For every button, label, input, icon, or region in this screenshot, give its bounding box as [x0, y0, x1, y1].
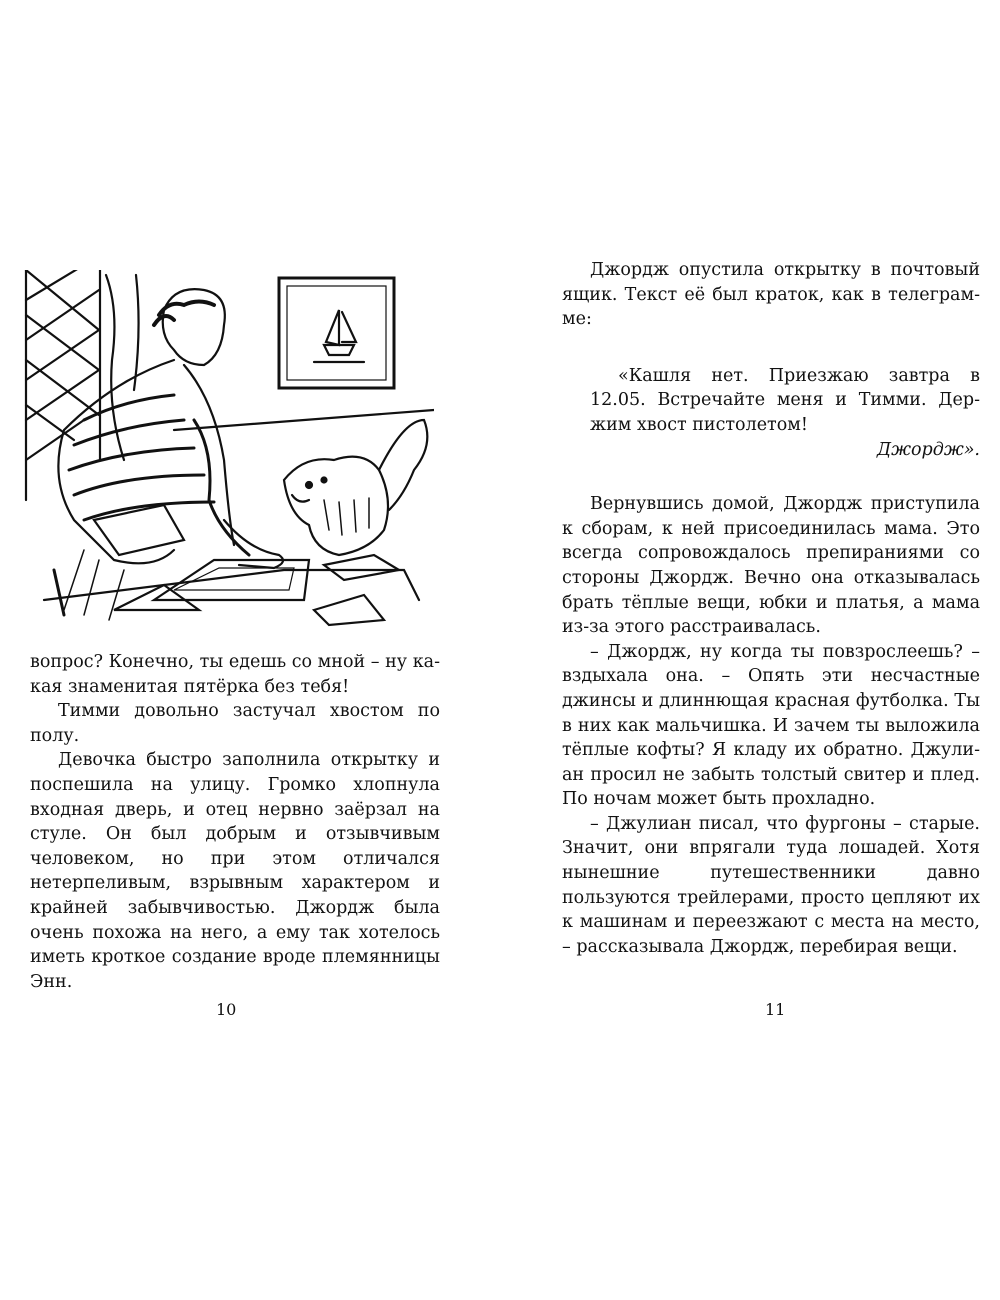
paragraph: вопрос? Конечно, ты едешь со мной – ну какая знаменитая пятёрка без тебя! — [30, 652, 440, 697]
paragraph: Вернувшись домой, Джордж приступила к сборам, к ней присоединилась мама. Это всегда сопровождалось препираниями со стороны Джордж. Вечно она отказывалась брать тёплые вещи, юбки и платья, а мама из-за этого расстраивалась. — [562, 494, 980, 638]
telegram-text: «Кашля нет. Приезжаю завтра в 12.05. Встречайте меня и Тимми. Держим хвост пистолетом! — [590, 365, 980, 435]
illustration-girl-with-dog — [24, 270, 434, 640]
right-page-text — [562, 258, 980, 959]
paragraph: Тимми довольно застучал хвостом по полу. — [30, 701, 440, 746]
left-page-text — [30, 650, 440, 994]
paragraph: Джордж опустила открытку в почтовый ящик. Текст её был краток, как в телеграмме: — [562, 260, 980, 330]
paragraph: – Джулиан писал, что фургоны – старые. Значит, они впрягали туда лошадей. Хотя нынешние путешественники давно пользуются трейлерами, просто цепляют их к машинам и переезжают с места на место, – рассказывала Джордж, перебирая вещи. — [562, 813, 980, 957]
paragraph: – Джордж, ну когда ты повзрослеешь? – вздыхала она. – Опять эти несчастные джинсы и длиннющая красная футболка. Ты в них как мальчишка. И зачем ты выложила тёплые кофты? Я кладу их обратно. Джулиан просил не забыть толстый свитер и плед. По ночам может быть прохладно. — [562, 641, 980, 810]
page-number: 10 — [216, 1000, 237, 1019]
telegram-quote — [562, 364, 980, 462]
ink-drawing-icon — [24, 270, 434, 640]
paragraph: Девочка быстро заполнила открытку и поспешила на улицу. Громко хлопнула входная дверь, и отец нервно заёрзал на стуле. Он был добрым и отзывчивым человеком, но при этом отличался нетерпеливым, взрывным характером и крайней забывчивостью. Джордж была очень похожа на него, а ему так хотелось иметь кроткое создание вроде племянницы Энн. — [30, 750, 440, 992]
right-page — [500, 0, 1000, 1300]
telegram-signature: Джордж». — [876, 439, 980, 460]
page-number: 11 — [765, 1000, 786, 1019]
